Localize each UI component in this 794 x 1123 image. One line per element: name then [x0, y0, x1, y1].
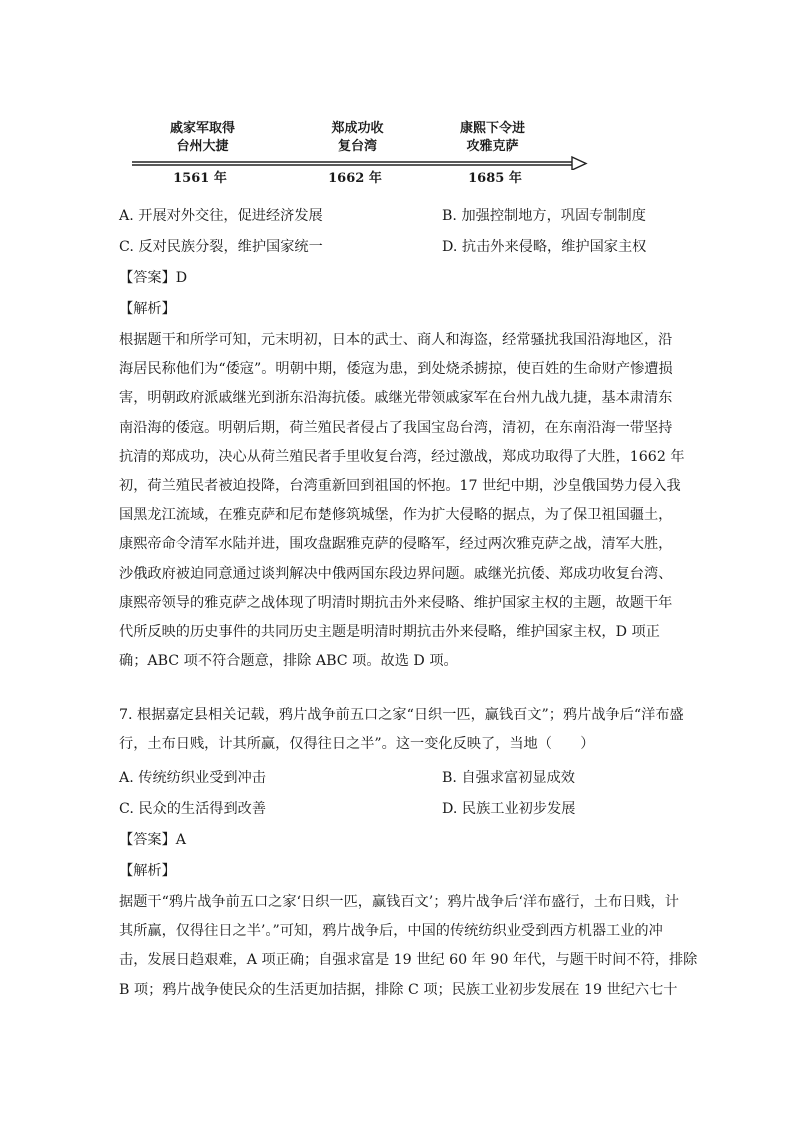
- q6-analysis-line: 根据题干和所学可知，元末明初，日本的武士、商人和海盗，经常骚扰我国沿海地区，沿: [119, 332, 673, 348]
- q7-analysis-line: 其所赢，仅得往日之半’。”可知，鸦片战争后，中国的传统纺织业受到西方机器工业的冲: [119, 923, 663, 940]
- q6-analysis-line: 抗清的郑成功，决心从荷兰殖民者手里收复台湾，经过激战，郑成功取得了大胜，1662 年: [119, 448, 685, 465]
- timeline-event-1-line2: 台州大捷: [176, 139, 229, 154]
- timeline-event-2-line2: 复台湾: [337, 139, 377, 154]
- timeline-event-1-line1: 戚家军取得: [169, 121, 235, 136]
- timeline-year-1: 1561 年: [173, 171, 227, 186]
- q6-option-b: B. 加强控制地方，巩固专制制度: [442, 208, 646, 224]
- timeline-event-3-line2: 攻雅克萨: [466, 139, 519, 154]
- q7-answer: 【答案】A: [119, 832, 186, 848]
- timeline-event-2-line1: 郑成功收: [331, 121, 384, 136]
- timeline-event-2: [295, 120, 420, 156]
- q7-option-a: A. 传统纺织业受到冲击: [119, 770, 266, 786]
- timeline-event-3: [430, 120, 555, 156]
- q6-option-d: D. 抗击外来侵略，维护国家主权: [442, 239, 647, 255]
- q6-analysis-line: 海居民称他们为“倭寇”。明朝中期，倭寇为患，到处烧杀掳掠，使百姓的生命财产惨遭损: [119, 361, 673, 378]
- q6-analysis: [119, 326, 685, 676]
- q7-analysis-line: 据题干“鸦片战争前五口之家‘日织一匹，赢钱百文’；鸦片战争后‘洋布盛行，土布日贱，计: [119, 894, 679, 910]
- q7-analysis-label: 【解析】: [119, 863, 176, 879]
- q6-analysis-line: 沙俄政府被迫同意通过谈判解决中俄两国东段边界问题。戚继光抗倭、郑成功收复台湾、: [119, 565, 673, 582]
- timeline-figure: [130, 112, 590, 192]
- q6-analysis-line: 确；ABC 项不符合题意，排除 ABC 项。故选 D 项。: [119, 653, 458, 670]
- q7-stem: [119, 701, 684, 759]
- q6-analysis-label: 【解析】: [119, 301, 176, 317]
- q7-analysis-line: B 项；鸦片战争使民众的生活更加拮据，排除 C 项；民族工业初步发展在 19 世纪六七十: [119, 981, 678, 998]
- q6-answer: 【答案】D: [119, 270, 188, 286]
- timeline-year-3: 1685 年: [468, 171, 522, 186]
- q6-option-a: A. 开展对外交往，促进经济发展: [119, 208, 323, 224]
- timeline-event-3-line1: 康熙下令进: [459, 121, 525, 136]
- q6-analysis-line: 康熙帝领导的雅克萨之战体现了明清时期抗击外来侵略、维护国家主权的主题，故题干年: [119, 594, 673, 611]
- q7-option-d: D. 民族工业初步发展: [442, 801, 576, 817]
- q7-analysis: [119, 888, 698, 1005]
- timeline-year-2: 1662 年: [328, 171, 382, 186]
- q7-option-b: B. 自强求富初显成效: [442, 770, 575, 786]
- timeline-event-1: [140, 120, 265, 156]
- q7-option-c: C. 民众的生活得到改善: [119, 801, 267, 817]
- q6-analysis-line: 康熙帝命令清军水陆并进，围攻盘踞雅克萨的侵略军，经过两次雅克萨之战，清军大胜，: [119, 536, 673, 553]
- q7-stem-line: 行，土布日贱，计其所赢，仅得往日之半”。这一变化反映了，当地（ ）: [119, 736, 595, 753]
- q6-analysis-line: 害，明朝政府派戚继光到浙东沿海抗倭。戚继光带领戚家军在台州九战九捷，基本肃清东: [119, 390, 673, 407]
- q6-analysis-line: 南沿海的倭寇。明朝后期，荷兰殖民者侵占了我国宝岛台湾，清初，在东南沿海一带坚持: [119, 419, 673, 436]
- q6-option-c: C. 反对民族分裂，维护国家统一: [119, 239, 323, 255]
- q6-analysis-line: 国黑龙江流域，在雅克萨和尼布楚修筑城堡，作为扩大侵略的据点，为了保卫祖国疆土，: [119, 507, 673, 524]
- q7-analysis-line: 击，发展日趋艰难，A 项正确；自强求富是 19 世纪 60 年 90 年代，与题干时间不符，排除: [119, 952, 698, 969]
- q6-analysis-line: 代所反映的历史事件的共同历史主题是明清时期抗击外来侵略，维护国家主权，D 项正: [119, 624, 660, 641]
- q6-analysis-line: 初，荷兰殖民者被迫投降，台湾重新回到祖国的怀抱。17 世纪中期，沙皇俄国势力侵入我: [119, 478, 681, 495]
- q7-stem-line: 7. 根据嘉定县相关记载，鸦片战争前五口之家“日织一匹，赢钱百文”；鸦片战争后“洋布盛: [119, 707, 684, 723]
